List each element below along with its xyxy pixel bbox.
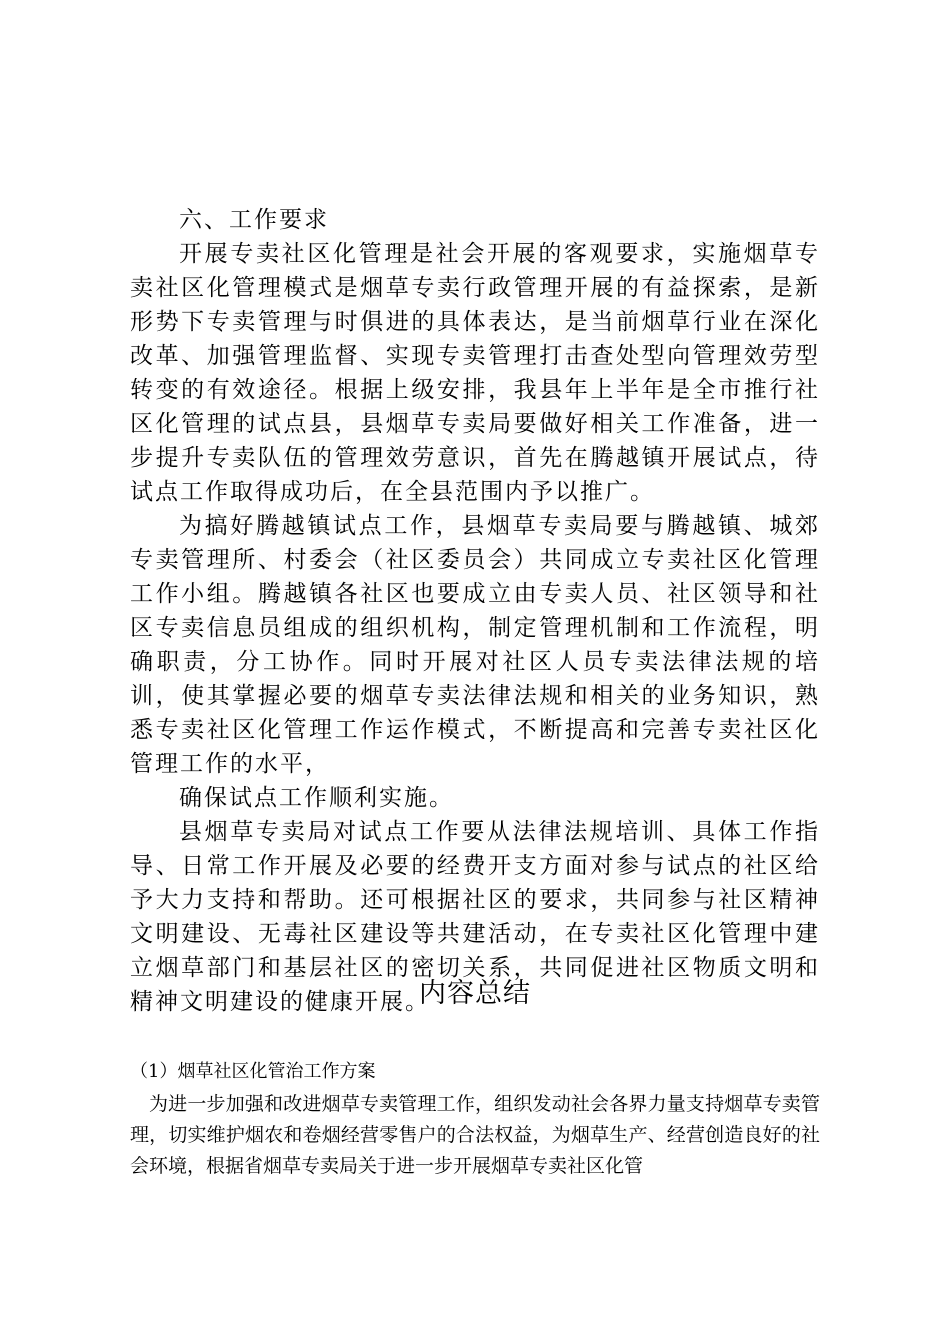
summary-title: 内容总结 <box>419 978 531 1009</box>
paragraph: 确保试点工作顺利实施。 <box>179 785 454 811</box>
summary-paragraph: 为进一步加强和改进烟草专卖管理工作，组织发动社会各界力量支持烟草专卖管理，切实维护烟农和卷烟经营零售户的合法权益，为烟草生产、经营创造良好的社会环境，根据省烟草专卖局关于进一步开展烟草专卖社区化管 <box>130 1093 820 1177</box>
section-heading: 六、工作要求 <box>179 207 329 233</box>
summary-subheading: （1）烟草社区化管治工作方案 <box>130 1061 376 1082</box>
work-requirements-section <box>130 203 820 1019</box>
paragraph: 开展专卖社区化管理是社会开展的客观要求，实施烟草专卖社区化管理模式是烟草专卖行政管理开展的有益探索，是新形势下专卖管理与时俱进的具体表达，是当前烟草行业在深化改革、加强管理监督、实现专卖管理打击查处型向管理效劳型转变的有效途径。根据上级安排，我县年上半年是全市推行社区化管理的试点县，县烟草专卖局要做好相关工作准备，进一步提升专卖队伍的管理效劳意识，首先在腾越镇开展试点，待试点工作取得成功后，在全县范围内予以推广。 <box>130 241 820 505</box>
paragraph: 为搞好腾越镇试点工作，县烟草专卖局要与腾越镇、城郊专卖管理所、村委会（社区委员会）共同成立专卖社区化管理工作小组。腾越镇各社区也要成立由专卖人员、社区领导和社区专卖信息员组成的组织机构，制定管理机制和工作流程，明确职责，分工协作。同时开展对社区人员专卖法律法规的培训，使其掌握必要的烟草专卖法律法规和相关的业务知识，熟悉专卖社区化管理工作运作模式，不断提高和完善专卖社区化管理工作的水平， <box>130 513 820 777</box>
paragraph: 县烟草专卖局对试点工作要从法律法规培训、具体工作指导、日常工作开展及必要的经费开支方面对参与试点的社区给予大力支持和帮助。还可根据社区的要求，共同参与社区精神文明建设、无毒社区建设等共建活动，在专卖社区化管理中建立烟草部门和基层社区的密切关系，共同促进社区物质文明和精神文明建设的健康开展。 <box>130 819 820 1015</box>
summary-section <box>130 1056 820 1182</box>
